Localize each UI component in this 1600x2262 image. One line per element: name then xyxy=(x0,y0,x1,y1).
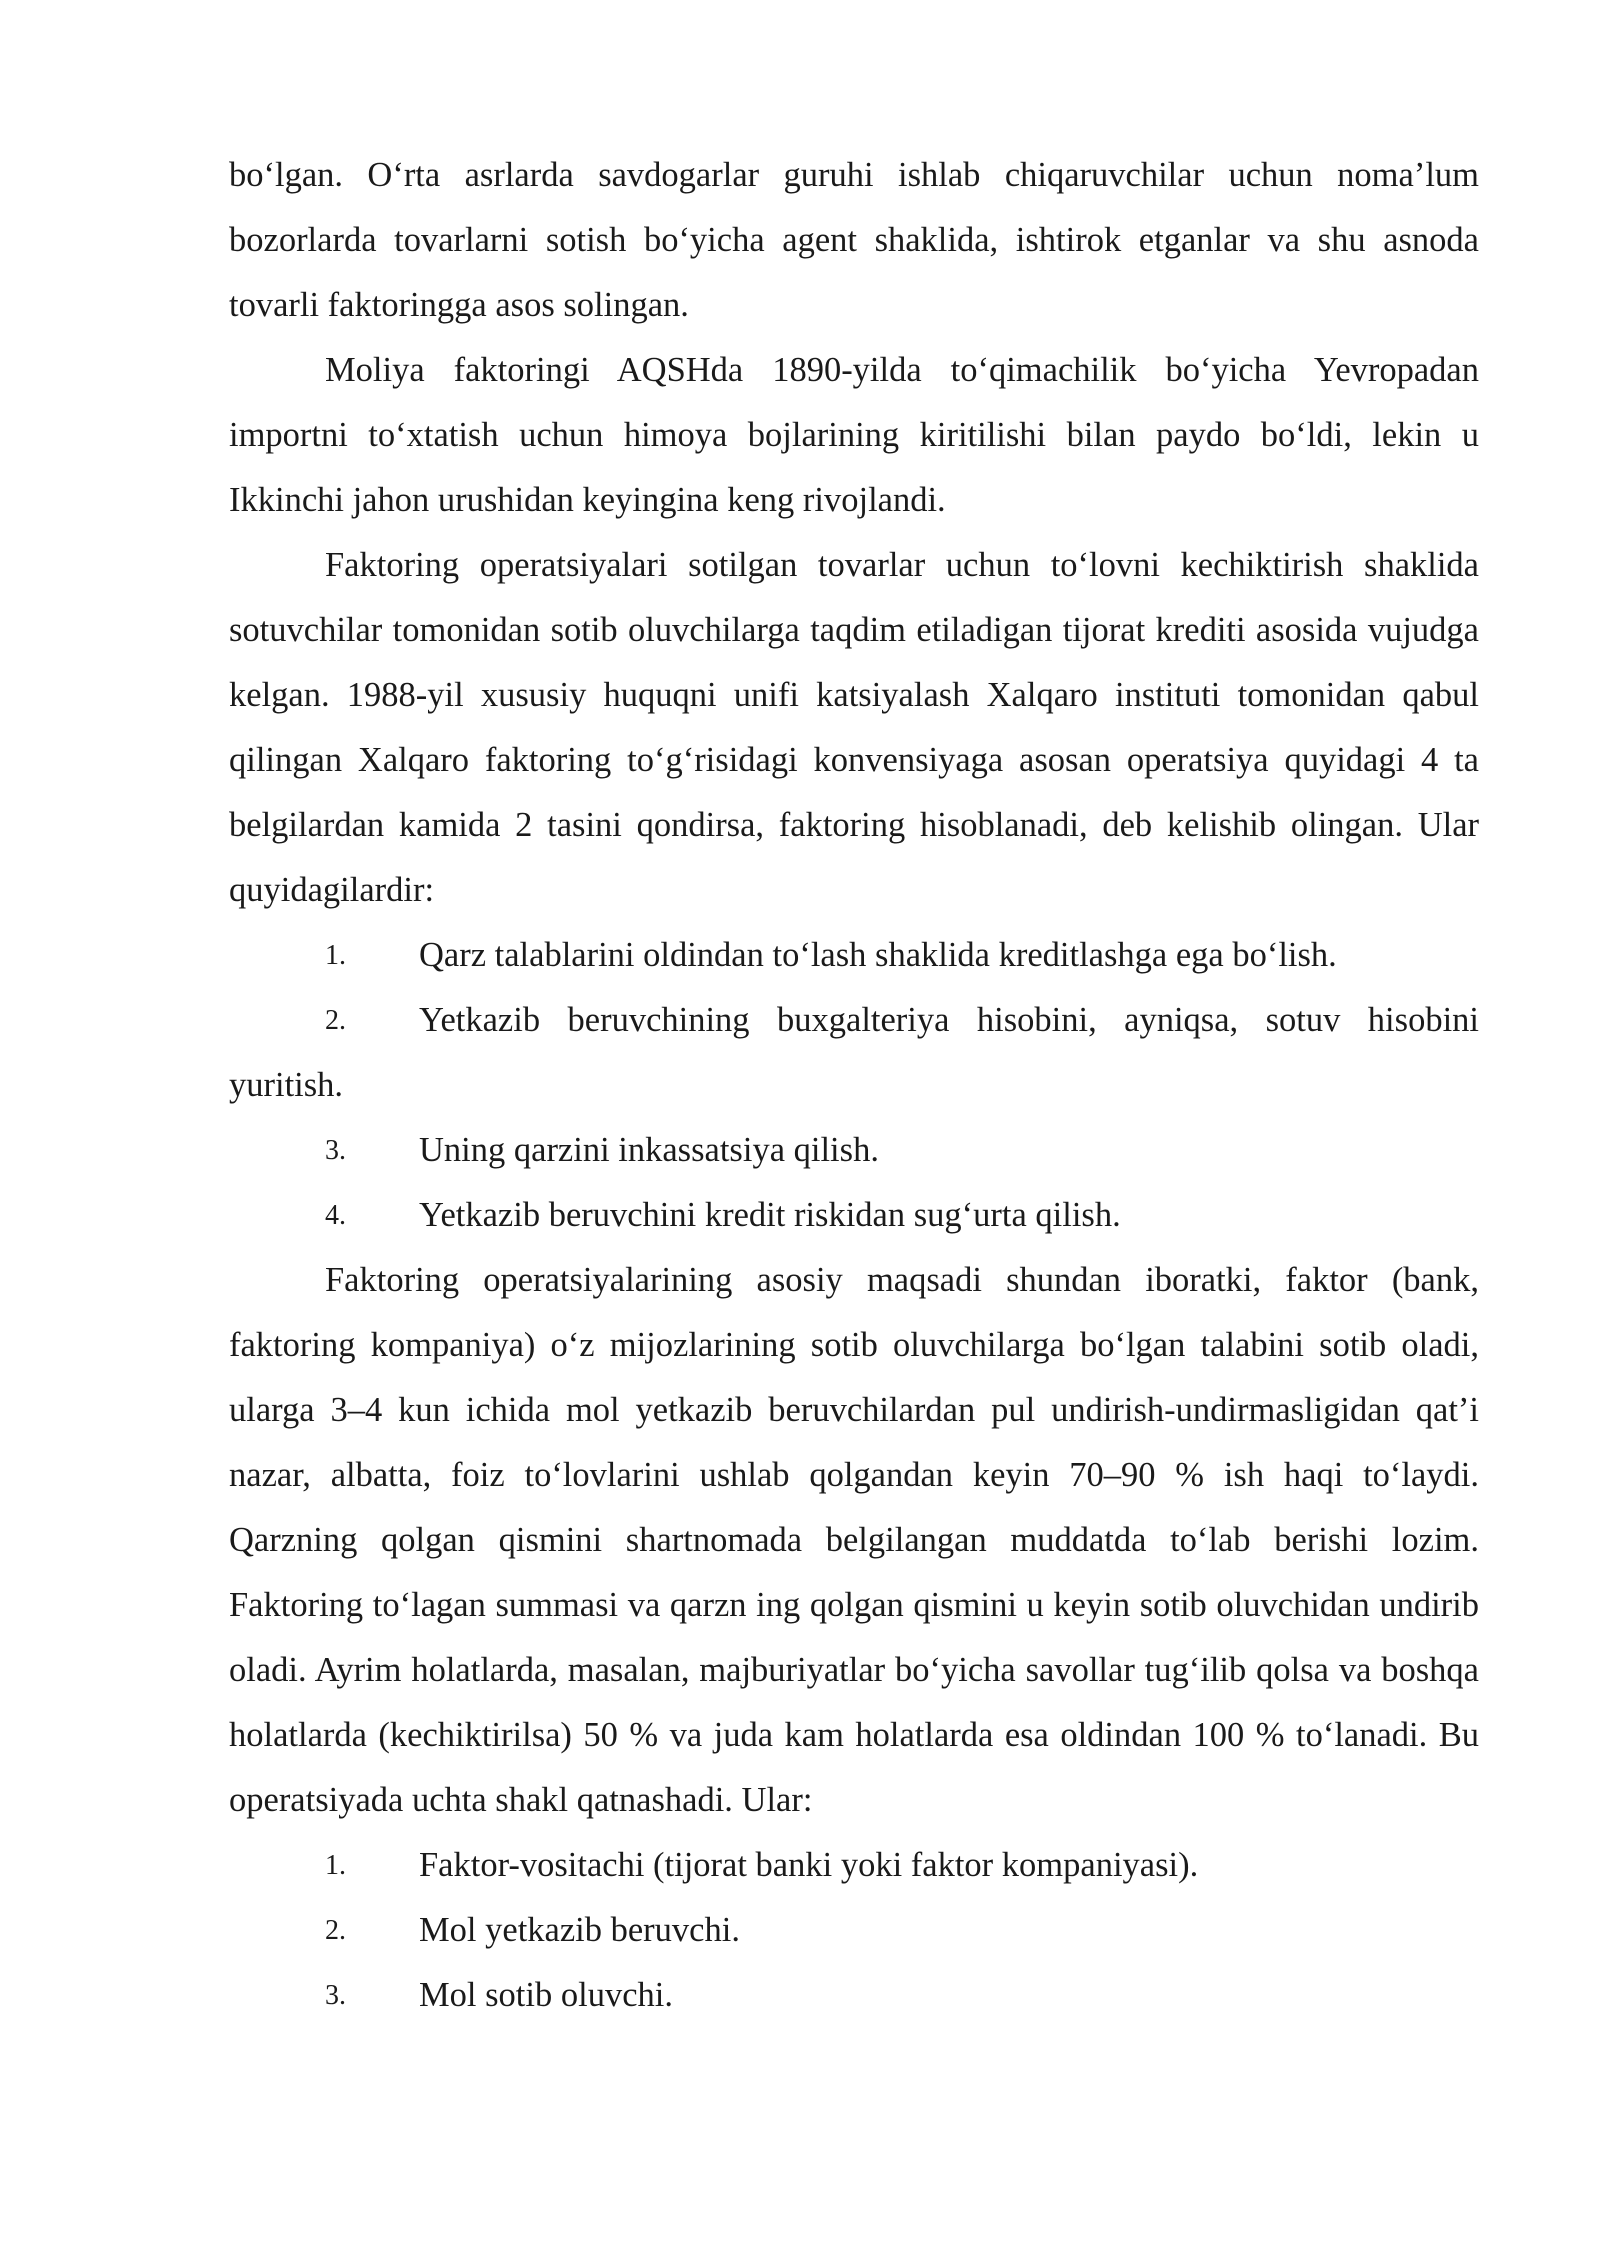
list-item xyxy=(229,1118,1479,1183)
list-item-text: Mol yetkazib beruvchi. xyxy=(419,1911,740,1949)
list-item-number: 3. xyxy=(325,1980,346,2011)
paragraph-4: Faktoring operatsiyalarining asosiy maqsadi shundan iboratki, faktor (bank, faktoring kompaniya) o‘z mijozlarining sotib oluvchilarga bo‘lgan talabini sotib oladi, ularga 3–4 kun ichida mol yetkazib beruvchilardan pul undirish-undirmasligidan qat’i nazar, albatta, foiz to‘lovlarini ushlab qolgandan keyin 70–90 % ish haqi to‘laydi. Qarzning qolgan qismini shartnomada belgilangan muddatda to‘lab berishi lozim. Faktoring to‘lagan summasi va qarzn ing qolgan qismini u keyin sotib oluvchidan undirib oladi. Ayrim holatlarda, masalan, majburiyatlar bo‘yicha savollar tug‘ilib qolsa va boshqa holatlarda (kechiktirilsa) 50 % va juda kam holatlarda esa oldindan 100 % to‘lanadi. Bu operatsiyada uchta shakl qatnashadi. Ular: xyxy=(229,1261,1479,1819)
list-item-number: 2. xyxy=(325,1005,346,1036)
list-item xyxy=(229,1898,1479,1963)
list-item-text: Yetkazib beruvchining buxgalteriya hisobini, ayniqsa, sotuv hisobini yuritish. xyxy=(229,1001,1479,1104)
list-item-text: Qarz talablarini oldindan to‘lash shaklida kreditlashga ega bo‘lish. xyxy=(419,936,1337,974)
list-item-number: 2. xyxy=(325,1915,346,1946)
paragraph-3: Faktoring operatsiyalari sotilgan tovarlar uchun to‘lovni kechiktirish shaklida sotuvchilar tomonidan sotib oluvchilarga taqdim etiladigan tijorat krediti asosida vujudga kelgan. 1988-yil xususiy huquqni unifi katsiyalash Xalqaro instituti tomonidan qabul qilingan Xalqaro faktoring to‘g‘risidagi konvensiyaga asosan operatsiya quyidagi 4 ta belgilardan kamida 2 tasini qondirsa, faktoring hisoblanadi, deb kelishib olingan. Ular quyidagilardir: xyxy=(229,546,1479,909)
list-item xyxy=(229,1963,1479,2028)
list-item-number: 1. xyxy=(325,940,346,971)
document-body xyxy=(229,143,1479,2028)
list-item xyxy=(229,1183,1479,1248)
paragraph-1: bo‘lgan. O‘rta asrlarda savdogarlar guruhi ishlab chiqaruvchilar uchun noma’lum bozorlarda tovarlarni sotish bo‘yicha agent shaklida, ishtirok etganlar va shu asnoda tovarli faktoringga asos solingan. xyxy=(229,156,1479,324)
numbered-list-criteria xyxy=(229,923,1479,1248)
numbered-list-participants xyxy=(229,1833,1479,2028)
list-item xyxy=(229,923,1479,988)
list-item-text: Mol sotib oluvchi. xyxy=(419,1976,673,2014)
list-item-number: 1. xyxy=(325,1850,346,1881)
list-item-text: Uning qarzini inkassatsiya qilish. xyxy=(419,1131,879,1169)
list-item-number: 4. xyxy=(325,1200,346,1231)
paragraph-2: Moliya faktoringi AQSHda 1890-yilda to‘qimachilik bo‘yicha Yevropadan importni to‘xtatish uchun himoya bojlarining kiritilishi bilan paydo bo‘ldi, lekin u Ikkinchi jahon urushidan keyingina keng rivojlandi. xyxy=(229,351,1479,519)
list-item-text: Faktor-vositachi (tijorat banki yoki faktor kompaniyasi). xyxy=(419,1846,1199,1884)
list-item xyxy=(229,988,1479,1118)
list-item-text: Yetkazib beruvchini kredit riskidan sug‘urta qilish. xyxy=(419,1196,1121,1234)
list-item-number: 3. xyxy=(325,1135,346,1166)
list-item xyxy=(229,1833,1479,1898)
